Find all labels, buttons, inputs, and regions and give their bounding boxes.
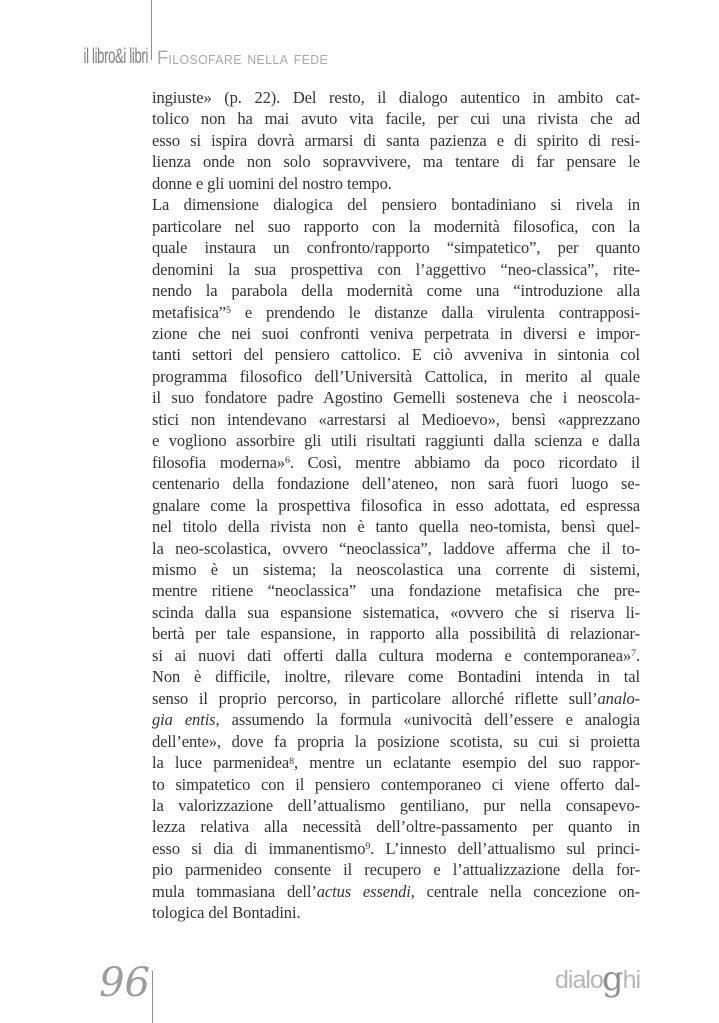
text-line: bertà per tale espansione, in rapporto alla possibilità di relazionar- bbox=[152, 624, 640, 644]
text-line: mentre ritiene “neoclassica” una fondazione metafisica che pre- bbox=[152, 581, 640, 601]
text-line: gia entis, assumendo la formula «univocità dell’essere e analogia bbox=[152, 710, 640, 730]
text-line: tanti settori del pensiero cattolico. E ciò avveniva in sintonia col bbox=[152, 345, 640, 365]
text-line: senso il proprio percorso, in particolare allorché riflette sull’analo- bbox=[152, 688, 640, 708]
text-line: centenario della fondazione dell’ateneo, non sarà fuori luogo se- bbox=[152, 474, 640, 494]
body-text bbox=[152, 87, 640, 924]
text-line: filosofia moderna»$^6$. Così, mentre abbiamo da poco ricordato il bbox=[152, 452, 640, 472]
text-line: nel titolo della rivista non è tanto quella neo-tomista, bensì quel- bbox=[152, 517, 640, 537]
text-line: la luce parmenidea$^8$, mentre un eclatante esempio del suo rappor- bbox=[152, 753, 641, 773]
text-line: donne e gli uomini del nostro tempo. bbox=[152, 173, 392, 193]
text-line: particolare nel suo rapporto con la modernità filosofica, con la bbox=[152, 216, 640, 236]
logo-text-pre: dialo bbox=[555, 966, 603, 994]
text-line: la valorizzazione dell’attualismo gentiliano, pur nella consapevo- bbox=[152, 795, 640, 815]
text-line: programma filosofico dell’Università Cattolica, in merito al quale bbox=[152, 366, 640, 386]
italic-text: analo- bbox=[597, 688, 640, 708]
logo-letter-g: g bbox=[601, 959, 624, 999]
text-line: zione che nei suoi confronti veniva perpetrata in diversi e impor- bbox=[152, 323, 640, 343]
text-line: lezza relativa alla necessità dell’oltre-passamento per quanto in bbox=[152, 817, 640, 837]
text-line: scinda dalla sua espansione sistematica, «ovvero che si riserva li- bbox=[152, 602, 640, 622]
text-line: to simpatetico con il pensiero contemporaneo ci viene offerto dal- bbox=[152, 774, 640, 794]
footer-rule bbox=[152, 971, 153, 1023]
footnote-ref: 5 bbox=[226, 305, 231, 317]
text-line: tolico non ha mai avuto vita facile, per cui una rivista che ad bbox=[152, 109, 640, 129]
text-line: metafisica”$^5$ e prendendo le distanze dalla virulenta contrapposi- bbox=[152, 302, 640, 322]
text-line: Non è difficile, inoltre, rilevare come Bontadini intenda in tal bbox=[152, 667, 640, 687]
text-line: nendo la parabola della modernità come una “introduzione alla bbox=[152, 281, 640, 301]
text-line: La dimensione dialogica del pensiero bontadiniano si rivela in bbox=[152, 195, 640, 215]
italic-text: actus essendi bbox=[316, 881, 411, 901]
text-line: mula tommasiana dell’actus essendi, centrale nella concezione on- bbox=[152, 881, 641, 901]
text-line: esso si dia di immanentismo$^9$. L’innesto dell’attualismo sul princi- bbox=[152, 838, 640, 858]
text-line: pio parmenideo consente il recupero e l’attualizzazione della for- bbox=[152, 860, 640, 880]
text-line: e vogliono assorbire gli utili risultati raggiunti dalla scienza e dalla bbox=[152, 431, 640, 451]
text-line: quale instaura un confronto/rapporto “simpatetico”, per quanto bbox=[152, 238, 640, 258]
text-line: stici non intendevano «arrestarsi al Medioevo», bensì «apprezzano bbox=[152, 409, 640, 429]
text-line: mismo è un sistema; la neoscolastica una corrente di sistemi, bbox=[152, 559, 640, 579]
italic-text: gia entis bbox=[152, 710, 216, 730]
text-line: dell’ente», dove fa propria la posizione scotista, su cui si proietta bbox=[152, 731, 640, 751]
logo-text-post: hi bbox=[622, 966, 641, 994]
journal-logo bbox=[555, 957, 640, 997]
text-line: il suo fondatore padre Agostino Gemelli sosteneva che i neoscola- bbox=[152, 388, 640, 408]
section-title: il libro&i libri bbox=[83, 45, 148, 68]
text-line: denomini la sua prospettiva con l’aggettivo “neo-classica”, rite- bbox=[152, 259, 640, 279]
text-line: si ai nuovi dati offerti dalla cultura moderna e contemporanea»$^7$. bbox=[152, 645, 640, 665]
footnote-ref: 7 bbox=[631, 648, 636, 660]
footnote-ref: 6 bbox=[285, 455, 290, 467]
page-number: 96 bbox=[99, 960, 150, 1006]
text-line: esso si ispira dovrà armarsi di santa pazienza e di spirito di resi- bbox=[152, 130, 640, 150]
header-rule bbox=[151, 0, 152, 60]
text-line: lienza onde non solo sopravvivere, ma tentare di far pensare le bbox=[152, 152, 640, 172]
text-line: la neo-scolastica, ovvero “neoclassica”, laddove afferma che il to- bbox=[152, 538, 640, 558]
text-line: ingiuste» (p. 22). Del resto, il dialogo autentico in ambito cat- bbox=[152, 88, 640, 107]
text-line: tologica del Bontadini. bbox=[152, 903, 301, 923]
footnote-ref: 9 bbox=[365, 841, 371, 853]
text-line: gnalare come la prospettiva filosofica in esso adottata, ed espressa bbox=[152, 495, 640, 515]
article-title: Filosofare nella fede bbox=[157, 48, 329, 69]
footnote-ref: 8 bbox=[289, 755, 295, 767]
